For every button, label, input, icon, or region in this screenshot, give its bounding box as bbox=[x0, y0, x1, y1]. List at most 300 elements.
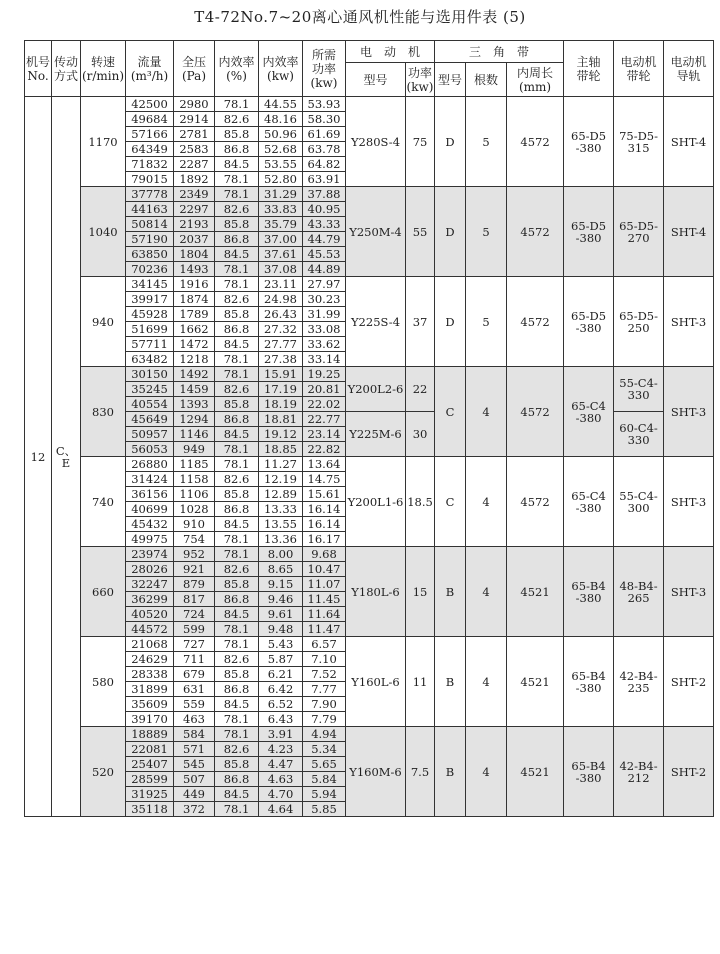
pressure-cell: 1158 bbox=[174, 472, 215, 487]
required-power-cell: 43.33 bbox=[303, 217, 346, 232]
speed-cell: 740 bbox=[81, 457, 126, 547]
main-pulley-cell: 65-B4 -380 bbox=[564, 727, 614, 817]
required-power-cell: 10.47 bbox=[303, 562, 346, 577]
required-power-cell: 11.45 bbox=[303, 592, 346, 607]
efficiency-cell: 86.8 bbox=[215, 322, 259, 337]
efficiency-cell: 78.1 bbox=[215, 457, 259, 472]
required-power-cell: 4.94 bbox=[303, 727, 346, 742]
header-motor-power: 功率 (kw) bbox=[406, 63, 435, 97]
efficiency-cell: 84.5 bbox=[215, 247, 259, 262]
pressure-cell: 910 bbox=[174, 517, 215, 532]
flow-cell: 35609 bbox=[126, 697, 174, 712]
inner-power-cell: 12.19 bbox=[259, 472, 303, 487]
motor-power-cell: 15 bbox=[406, 547, 435, 637]
pressure-cell: 1892 bbox=[174, 172, 215, 187]
flow-cell: 44572 bbox=[126, 622, 174, 637]
flow-cell: 37778 bbox=[126, 187, 174, 202]
flow-cell: 28338 bbox=[126, 667, 174, 682]
belt-count-cell: 4 bbox=[466, 457, 507, 547]
pressure-cell: 711 bbox=[174, 652, 215, 667]
flow-cell: 71832 bbox=[126, 157, 174, 172]
motor-power-cell: 22 bbox=[406, 367, 435, 412]
motor-pulley-cell: 75-D5- 315 bbox=[614, 97, 664, 187]
flow-cell: 31925 bbox=[126, 787, 174, 802]
motor-rail-cell: SHT-3 bbox=[664, 547, 714, 637]
main-pulley-cell: 65-D5 -380 bbox=[564, 277, 614, 367]
required-power-cell: 33.08 bbox=[303, 322, 346, 337]
flow-cell: 39917 bbox=[126, 292, 174, 307]
efficiency-cell: 78.1 bbox=[215, 712, 259, 727]
required-power-cell: 5.84 bbox=[303, 772, 346, 787]
pressure-cell: 1916 bbox=[174, 277, 215, 292]
inner-power-cell: 9.61 bbox=[259, 607, 303, 622]
pressure-cell: 2583 bbox=[174, 142, 215, 157]
efficiency-cell: 78.1 bbox=[215, 187, 259, 202]
inner-power-cell: 50.96 bbox=[259, 127, 303, 142]
pressure-cell: 545 bbox=[174, 757, 215, 772]
header-efficiency: 内效率 (%) bbox=[215, 41, 259, 97]
pressure-cell: 2914 bbox=[174, 112, 215, 127]
required-power-cell: 5.94 bbox=[303, 787, 346, 802]
table-row bbox=[25, 367, 714, 382]
inner-power-cell: 27.77 bbox=[259, 337, 303, 352]
header-motor-model: 型号 bbox=[346, 63, 406, 97]
flow-cell: 49975 bbox=[126, 532, 174, 547]
motor-power-cell: 11 bbox=[406, 637, 435, 727]
motor-pulley-cell: 55-C4- 300 bbox=[614, 457, 664, 547]
pressure-cell: 372 bbox=[174, 802, 215, 817]
flow-cell: 23974 bbox=[126, 547, 174, 562]
required-power-cell: 53.93 bbox=[303, 97, 346, 112]
belt-length-cell: 4572 bbox=[507, 97, 564, 187]
efficiency-cell: 78.1 bbox=[215, 532, 259, 547]
efficiency-cell: 84.5 bbox=[215, 337, 259, 352]
belt-length-cell: 4521 bbox=[507, 547, 564, 637]
belt-model-cell: B bbox=[435, 637, 466, 727]
inner-power-cell: 4.23 bbox=[259, 742, 303, 757]
header-drive-mode: 传动 方式 bbox=[52, 41, 81, 97]
motor-model-cell: Y160M-6 bbox=[346, 727, 406, 817]
required-power-cell: 64.82 bbox=[303, 157, 346, 172]
motor-model-cell: Y280S-4 bbox=[346, 97, 406, 187]
inner-power-cell: 18.19 bbox=[259, 397, 303, 412]
inner-power-cell: 37.00 bbox=[259, 232, 303, 247]
motor-pulley-cell: 65-D5- 270 bbox=[614, 187, 664, 277]
efficiency-cell: 85.8 bbox=[215, 487, 259, 502]
efficiency-cell: 85.8 bbox=[215, 127, 259, 142]
pressure-cell: 1146 bbox=[174, 427, 215, 442]
header-inner-power: 内效率 (kw) bbox=[259, 41, 303, 97]
efficiency-cell: 82.6 bbox=[215, 472, 259, 487]
inner-power-cell: 4.70 bbox=[259, 787, 303, 802]
flow-cell: 26880 bbox=[126, 457, 174, 472]
pressure-cell: 921 bbox=[174, 562, 215, 577]
speed-cell: 580 bbox=[81, 637, 126, 727]
efficiency-cell: 86.8 bbox=[215, 142, 259, 157]
required-power-cell: 11.47 bbox=[303, 622, 346, 637]
inner-power-cell: 18.81 bbox=[259, 412, 303, 427]
motor-power-cell: 18.5 bbox=[406, 457, 435, 547]
required-power-cell: 63.91 bbox=[303, 172, 346, 187]
flow-cell: 39170 bbox=[126, 712, 174, 727]
efficiency-cell: 78.1 bbox=[215, 637, 259, 652]
required-power-cell: 58.30 bbox=[303, 112, 346, 127]
flow-cell: 40699 bbox=[126, 502, 174, 517]
required-power-cell: 20.81 bbox=[303, 382, 346, 397]
inner-power-cell: 19.12 bbox=[259, 427, 303, 442]
belt-model-cell: D bbox=[435, 277, 466, 367]
required-power-cell: 37.88 bbox=[303, 187, 346, 202]
flow-cell: 64349 bbox=[126, 142, 174, 157]
pressure-cell: 1106 bbox=[174, 487, 215, 502]
flow-cell: 34145 bbox=[126, 277, 174, 292]
inner-power-cell: 31.29 bbox=[259, 187, 303, 202]
flow-cell: 28599 bbox=[126, 772, 174, 787]
flow-cell: 45928 bbox=[126, 307, 174, 322]
header-belt-group: 三 角 带 bbox=[435, 41, 564, 63]
main-pulley-cell: 65-B4 -380 bbox=[564, 637, 614, 727]
pressure-cell: 2297 bbox=[174, 202, 215, 217]
required-power-cell: 7.52 bbox=[303, 667, 346, 682]
required-power-cell: 9.68 bbox=[303, 547, 346, 562]
header-motor-group: 电 动 机 bbox=[346, 41, 435, 63]
flow-cell: 22081 bbox=[126, 742, 174, 757]
flow-cell: 21068 bbox=[126, 637, 174, 652]
drive-mode-cell: C、E bbox=[52, 97, 81, 817]
table-body bbox=[25, 97, 714, 817]
flow-cell: 42500 bbox=[126, 97, 174, 112]
pressure-cell: 679 bbox=[174, 667, 215, 682]
pressure-cell: 571 bbox=[174, 742, 215, 757]
belt-model-cell: D bbox=[435, 187, 466, 277]
pressure-cell: 584 bbox=[174, 727, 215, 742]
inner-power-cell: 48.16 bbox=[259, 112, 303, 127]
efficiency-cell: 82.6 bbox=[215, 652, 259, 667]
efficiency-cell: 85.8 bbox=[215, 577, 259, 592]
efficiency-cell: 78.1 bbox=[215, 547, 259, 562]
required-power-cell: 16.14 bbox=[303, 517, 346, 532]
flow-cell: 35118 bbox=[126, 802, 174, 817]
inner-power-cell: 24.98 bbox=[259, 292, 303, 307]
inner-power-cell: 9.46 bbox=[259, 592, 303, 607]
motor-pulley-cell: 60-C4- 330 bbox=[614, 412, 664, 457]
belt-count-cell: 4 bbox=[466, 727, 507, 817]
pressure-cell: 1804 bbox=[174, 247, 215, 262]
motor-power-cell: 30 bbox=[406, 412, 435, 457]
inner-power-cell: 12.89 bbox=[259, 487, 303, 502]
efficiency-cell: 84.5 bbox=[215, 607, 259, 622]
inner-power-cell: 6.42 bbox=[259, 682, 303, 697]
inner-power-cell: 6.21 bbox=[259, 667, 303, 682]
inner-power-cell: 52.68 bbox=[259, 142, 303, 157]
inner-power-cell: 52.80 bbox=[259, 172, 303, 187]
motor-model-cell: Y250M-4 bbox=[346, 187, 406, 277]
efficiency-cell: 85.8 bbox=[215, 307, 259, 322]
pressure-cell: 507 bbox=[174, 772, 215, 787]
flow-cell: 40554 bbox=[126, 397, 174, 412]
belt-length-cell: 4572 bbox=[507, 367, 564, 457]
pressure-cell: 1874 bbox=[174, 292, 215, 307]
efficiency-cell: 86.8 bbox=[215, 502, 259, 517]
belt-count-cell: 4 bbox=[466, 637, 507, 727]
flow-cell: 57166 bbox=[126, 127, 174, 142]
header-belt-length: 内周长 (mm) bbox=[507, 63, 564, 97]
pressure-cell: 952 bbox=[174, 547, 215, 562]
header-main-pulley: 主轴 带轮 bbox=[564, 41, 614, 97]
motor-rail-cell: SHT-3 bbox=[664, 367, 714, 457]
header-motor-pulley: 电动机 带轮 bbox=[614, 41, 664, 97]
flow-cell: 28026 bbox=[126, 562, 174, 577]
main-pulley-cell: 65-C4 -380 bbox=[564, 367, 614, 457]
flow-cell: 51699 bbox=[126, 322, 174, 337]
pressure-cell: 2349 bbox=[174, 187, 215, 202]
motor-model-cell: Y160L-6 bbox=[346, 637, 406, 727]
efficiency-cell: 85.8 bbox=[215, 397, 259, 412]
efficiency-cell: 82.6 bbox=[215, 292, 259, 307]
speed-cell: 1040 bbox=[81, 187, 126, 277]
efficiency-cell: 78.1 bbox=[215, 262, 259, 277]
flow-cell: 30150 bbox=[126, 367, 174, 382]
efficiency-cell: 78.1 bbox=[215, 622, 259, 637]
flow-cell: 44163 bbox=[126, 202, 174, 217]
motor-model-cell: Y180L-6 bbox=[346, 547, 406, 637]
pressure-cell: 2193 bbox=[174, 217, 215, 232]
motor-model-cell: Y225M-6 bbox=[346, 412, 406, 457]
efficiency-cell: 84.5 bbox=[215, 427, 259, 442]
header-pressure: 全压 (Pa) bbox=[174, 41, 215, 97]
motor-rail-cell: SHT-3 bbox=[664, 457, 714, 547]
motor-power-cell: 55 bbox=[406, 187, 435, 277]
inner-power-cell: 37.08 bbox=[259, 262, 303, 277]
pressure-cell: 1789 bbox=[174, 307, 215, 322]
motor-pulley-cell: 42-B4- 235 bbox=[614, 637, 664, 727]
pressure-cell: 2037 bbox=[174, 232, 215, 247]
header-required-power: 所需 功率 (kw) bbox=[303, 41, 346, 97]
required-power-cell: 5.65 bbox=[303, 757, 346, 772]
motor-model-cell: Y225S-4 bbox=[346, 277, 406, 367]
efficiency-cell: 78.1 bbox=[215, 367, 259, 382]
inner-power-cell: 17.19 bbox=[259, 382, 303, 397]
flow-cell: 36299 bbox=[126, 592, 174, 607]
inner-power-cell: 35.79 bbox=[259, 217, 303, 232]
pressure-cell: 1493 bbox=[174, 262, 215, 277]
belt-count-cell: 5 bbox=[466, 277, 507, 367]
belt-length-cell: 4521 bbox=[507, 637, 564, 727]
efficiency-cell: 78.1 bbox=[215, 172, 259, 187]
header-flow: 流量 (m³/h) bbox=[126, 41, 174, 97]
required-power-cell: 44.79 bbox=[303, 232, 346, 247]
flow-cell: 50957 bbox=[126, 427, 174, 442]
belt-model-cell: B bbox=[435, 727, 466, 817]
efficiency-cell: 82.6 bbox=[215, 382, 259, 397]
pressure-cell: 727 bbox=[174, 637, 215, 652]
flow-cell: 49684 bbox=[126, 112, 174, 127]
motor-model-cell: Y200L2-6 bbox=[346, 367, 406, 412]
motor-rail-cell: SHT-2 bbox=[664, 727, 714, 817]
pressure-cell: 1662 bbox=[174, 322, 215, 337]
inner-power-cell: 8.65 bbox=[259, 562, 303, 577]
inner-power-cell: 44.55 bbox=[259, 97, 303, 112]
performance-table bbox=[24, 40, 714, 817]
speed-cell: 660 bbox=[81, 547, 126, 637]
header-belt-count: 根数 bbox=[466, 63, 507, 97]
efficiency-cell: 85.8 bbox=[215, 667, 259, 682]
speed-cell: 830 bbox=[81, 367, 126, 457]
table-row bbox=[25, 637, 714, 652]
flow-cell: 56053 bbox=[126, 442, 174, 457]
efficiency-cell: 78.1 bbox=[215, 802, 259, 817]
efficiency-cell: 82.6 bbox=[215, 112, 259, 127]
motor-pulley-cell: 42-B4- 212 bbox=[614, 727, 664, 817]
efficiency-cell: 82.6 bbox=[215, 562, 259, 577]
machine-number-cell: 12 bbox=[25, 97, 52, 817]
required-power-cell: 44.89 bbox=[303, 262, 346, 277]
required-power-cell: 33.14 bbox=[303, 352, 346, 367]
page-title: T4-72No.7~20离心通风机性能与选用件表 (5) bbox=[194, 8, 526, 26]
flow-cell: 45432 bbox=[126, 517, 174, 532]
efficiency-cell: 86.8 bbox=[215, 412, 259, 427]
flow-cell: 57190 bbox=[126, 232, 174, 247]
inner-power-cell: 15.91 bbox=[259, 367, 303, 382]
efficiency-cell: 85.8 bbox=[215, 217, 259, 232]
pressure-cell: 879 bbox=[174, 577, 215, 592]
belt-model-cell: C bbox=[435, 457, 466, 547]
inner-power-cell: 5.43 bbox=[259, 637, 303, 652]
flow-cell: 35245 bbox=[126, 382, 174, 397]
inner-power-cell: 18.85 bbox=[259, 442, 303, 457]
flow-cell: 57711 bbox=[126, 337, 174, 352]
pressure-cell: 463 bbox=[174, 712, 215, 727]
efficiency-cell: 78.1 bbox=[215, 352, 259, 367]
required-power-cell: 15.61 bbox=[303, 487, 346, 502]
belt-model-cell: C bbox=[435, 367, 466, 457]
required-power-cell: 45.53 bbox=[303, 247, 346, 262]
pressure-cell: 2781 bbox=[174, 127, 215, 142]
inner-power-cell: 9.15 bbox=[259, 577, 303, 592]
efficiency-cell: 86.8 bbox=[215, 592, 259, 607]
required-power-cell: 19.25 bbox=[303, 367, 346, 382]
inner-power-cell: 4.64 bbox=[259, 802, 303, 817]
required-power-cell: 27.97 bbox=[303, 277, 346, 292]
efficiency-cell: 84.5 bbox=[215, 697, 259, 712]
pressure-cell: 724 bbox=[174, 607, 215, 622]
flow-cell: 63850 bbox=[126, 247, 174, 262]
flow-cell: 70236 bbox=[126, 262, 174, 277]
motor-rail-cell: SHT-4 bbox=[664, 187, 714, 277]
pressure-cell: 559 bbox=[174, 697, 215, 712]
required-power-cell: 31.99 bbox=[303, 307, 346, 322]
required-power-cell: 16.14 bbox=[303, 502, 346, 517]
belt-length-cell: 4521 bbox=[507, 727, 564, 817]
efficiency-cell: 86.8 bbox=[215, 682, 259, 697]
main-pulley-cell: 65-D5 -380 bbox=[564, 97, 614, 187]
efficiency-cell: 78.1 bbox=[215, 442, 259, 457]
motor-pulley-cell: 55-C4- 330 bbox=[614, 367, 664, 412]
pressure-cell: 449 bbox=[174, 787, 215, 802]
motor-model-cell: Y200L1-6 bbox=[346, 457, 406, 547]
inner-power-cell: 13.55 bbox=[259, 517, 303, 532]
inner-power-cell: 37.61 bbox=[259, 247, 303, 262]
belt-count-cell: 5 bbox=[466, 97, 507, 187]
efficiency-cell: 86.8 bbox=[215, 232, 259, 247]
table-row bbox=[25, 547, 714, 562]
required-power-cell: 63.78 bbox=[303, 142, 346, 157]
inner-power-cell: 33.83 bbox=[259, 202, 303, 217]
speed-cell: 520 bbox=[81, 727, 126, 817]
pressure-cell: 599 bbox=[174, 622, 215, 637]
main-pulley-cell: 65-D5 -380 bbox=[564, 187, 614, 277]
required-power-cell: 5.85 bbox=[303, 802, 346, 817]
flow-cell: 63482 bbox=[126, 352, 174, 367]
flow-cell: 45649 bbox=[126, 412, 174, 427]
flow-cell: 40520 bbox=[126, 607, 174, 622]
inner-power-cell: 27.38 bbox=[259, 352, 303, 367]
required-power-cell: 7.90 bbox=[303, 697, 346, 712]
inner-power-cell: 13.33 bbox=[259, 502, 303, 517]
main-pulley-cell: 65-C4 -380 bbox=[564, 457, 614, 547]
required-power-cell: 6.57 bbox=[303, 637, 346, 652]
required-power-cell: 7.79 bbox=[303, 712, 346, 727]
table-row bbox=[25, 97, 714, 112]
inner-power-cell: 8.00 bbox=[259, 547, 303, 562]
table-row bbox=[25, 727, 714, 742]
inner-power-cell: 4.47 bbox=[259, 757, 303, 772]
required-power-cell: 7.77 bbox=[303, 682, 346, 697]
efficiency-cell: 84.5 bbox=[215, 517, 259, 532]
required-power-cell: 30.23 bbox=[303, 292, 346, 307]
speed-cell: 1170 bbox=[81, 97, 126, 187]
required-power-cell: 14.75 bbox=[303, 472, 346, 487]
table-row bbox=[25, 187, 714, 202]
efficiency-cell: 78.1 bbox=[215, 97, 259, 112]
motor-power-cell: 7.5 bbox=[406, 727, 435, 817]
belt-count-cell: 4 bbox=[466, 367, 507, 457]
header-motor-rail: 电动机 导轨 bbox=[664, 41, 714, 97]
required-power-cell: 23.14 bbox=[303, 427, 346, 442]
inner-power-cell: 13.36 bbox=[259, 532, 303, 547]
pressure-cell: 1459 bbox=[174, 382, 215, 397]
pressure-cell: 949 bbox=[174, 442, 215, 457]
pressure-cell: 1218 bbox=[174, 352, 215, 367]
pressure-cell: 1492 bbox=[174, 367, 215, 382]
efficiency-cell: 82.6 bbox=[215, 202, 259, 217]
inner-power-cell: 26.43 bbox=[259, 307, 303, 322]
belt-count-cell: 5 bbox=[466, 187, 507, 277]
flow-cell: 24629 bbox=[126, 652, 174, 667]
pressure-cell: 1028 bbox=[174, 502, 215, 517]
required-power-cell: 11.07 bbox=[303, 577, 346, 592]
inner-power-cell: 9.48 bbox=[259, 622, 303, 637]
pressure-cell: 1472 bbox=[174, 337, 215, 352]
belt-model-cell: D bbox=[435, 97, 466, 187]
flow-cell: 18889 bbox=[126, 727, 174, 742]
pressure-cell: 2980 bbox=[174, 97, 215, 112]
flow-cell: 31899 bbox=[126, 682, 174, 697]
belt-length-cell: 4572 bbox=[507, 277, 564, 367]
pressure-cell: 631 bbox=[174, 682, 215, 697]
flow-cell: 50814 bbox=[126, 217, 174, 232]
pressure-cell: 754 bbox=[174, 532, 215, 547]
required-power-cell: 16.17 bbox=[303, 532, 346, 547]
efficiency-cell: 82.6 bbox=[215, 742, 259, 757]
inner-power-cell: 3.91 bbox=[259, 727, 303, 742]
efficiency-cell: 84.5 bbox=[215, 157, 259, 172]
pressure-cell: 1393 bbox=[174, 397, 215, 412]
flow-cell: 25407 bbox=[126, 757, 174, 772]
table-row bbox=[25, 277, 714, 292]
header-machine-no: 机号 No. bbox=[25, 41, 52, 97]
main-pulley-cell: 65-B4 -380 bbox=[564, 547, 614, 637]
